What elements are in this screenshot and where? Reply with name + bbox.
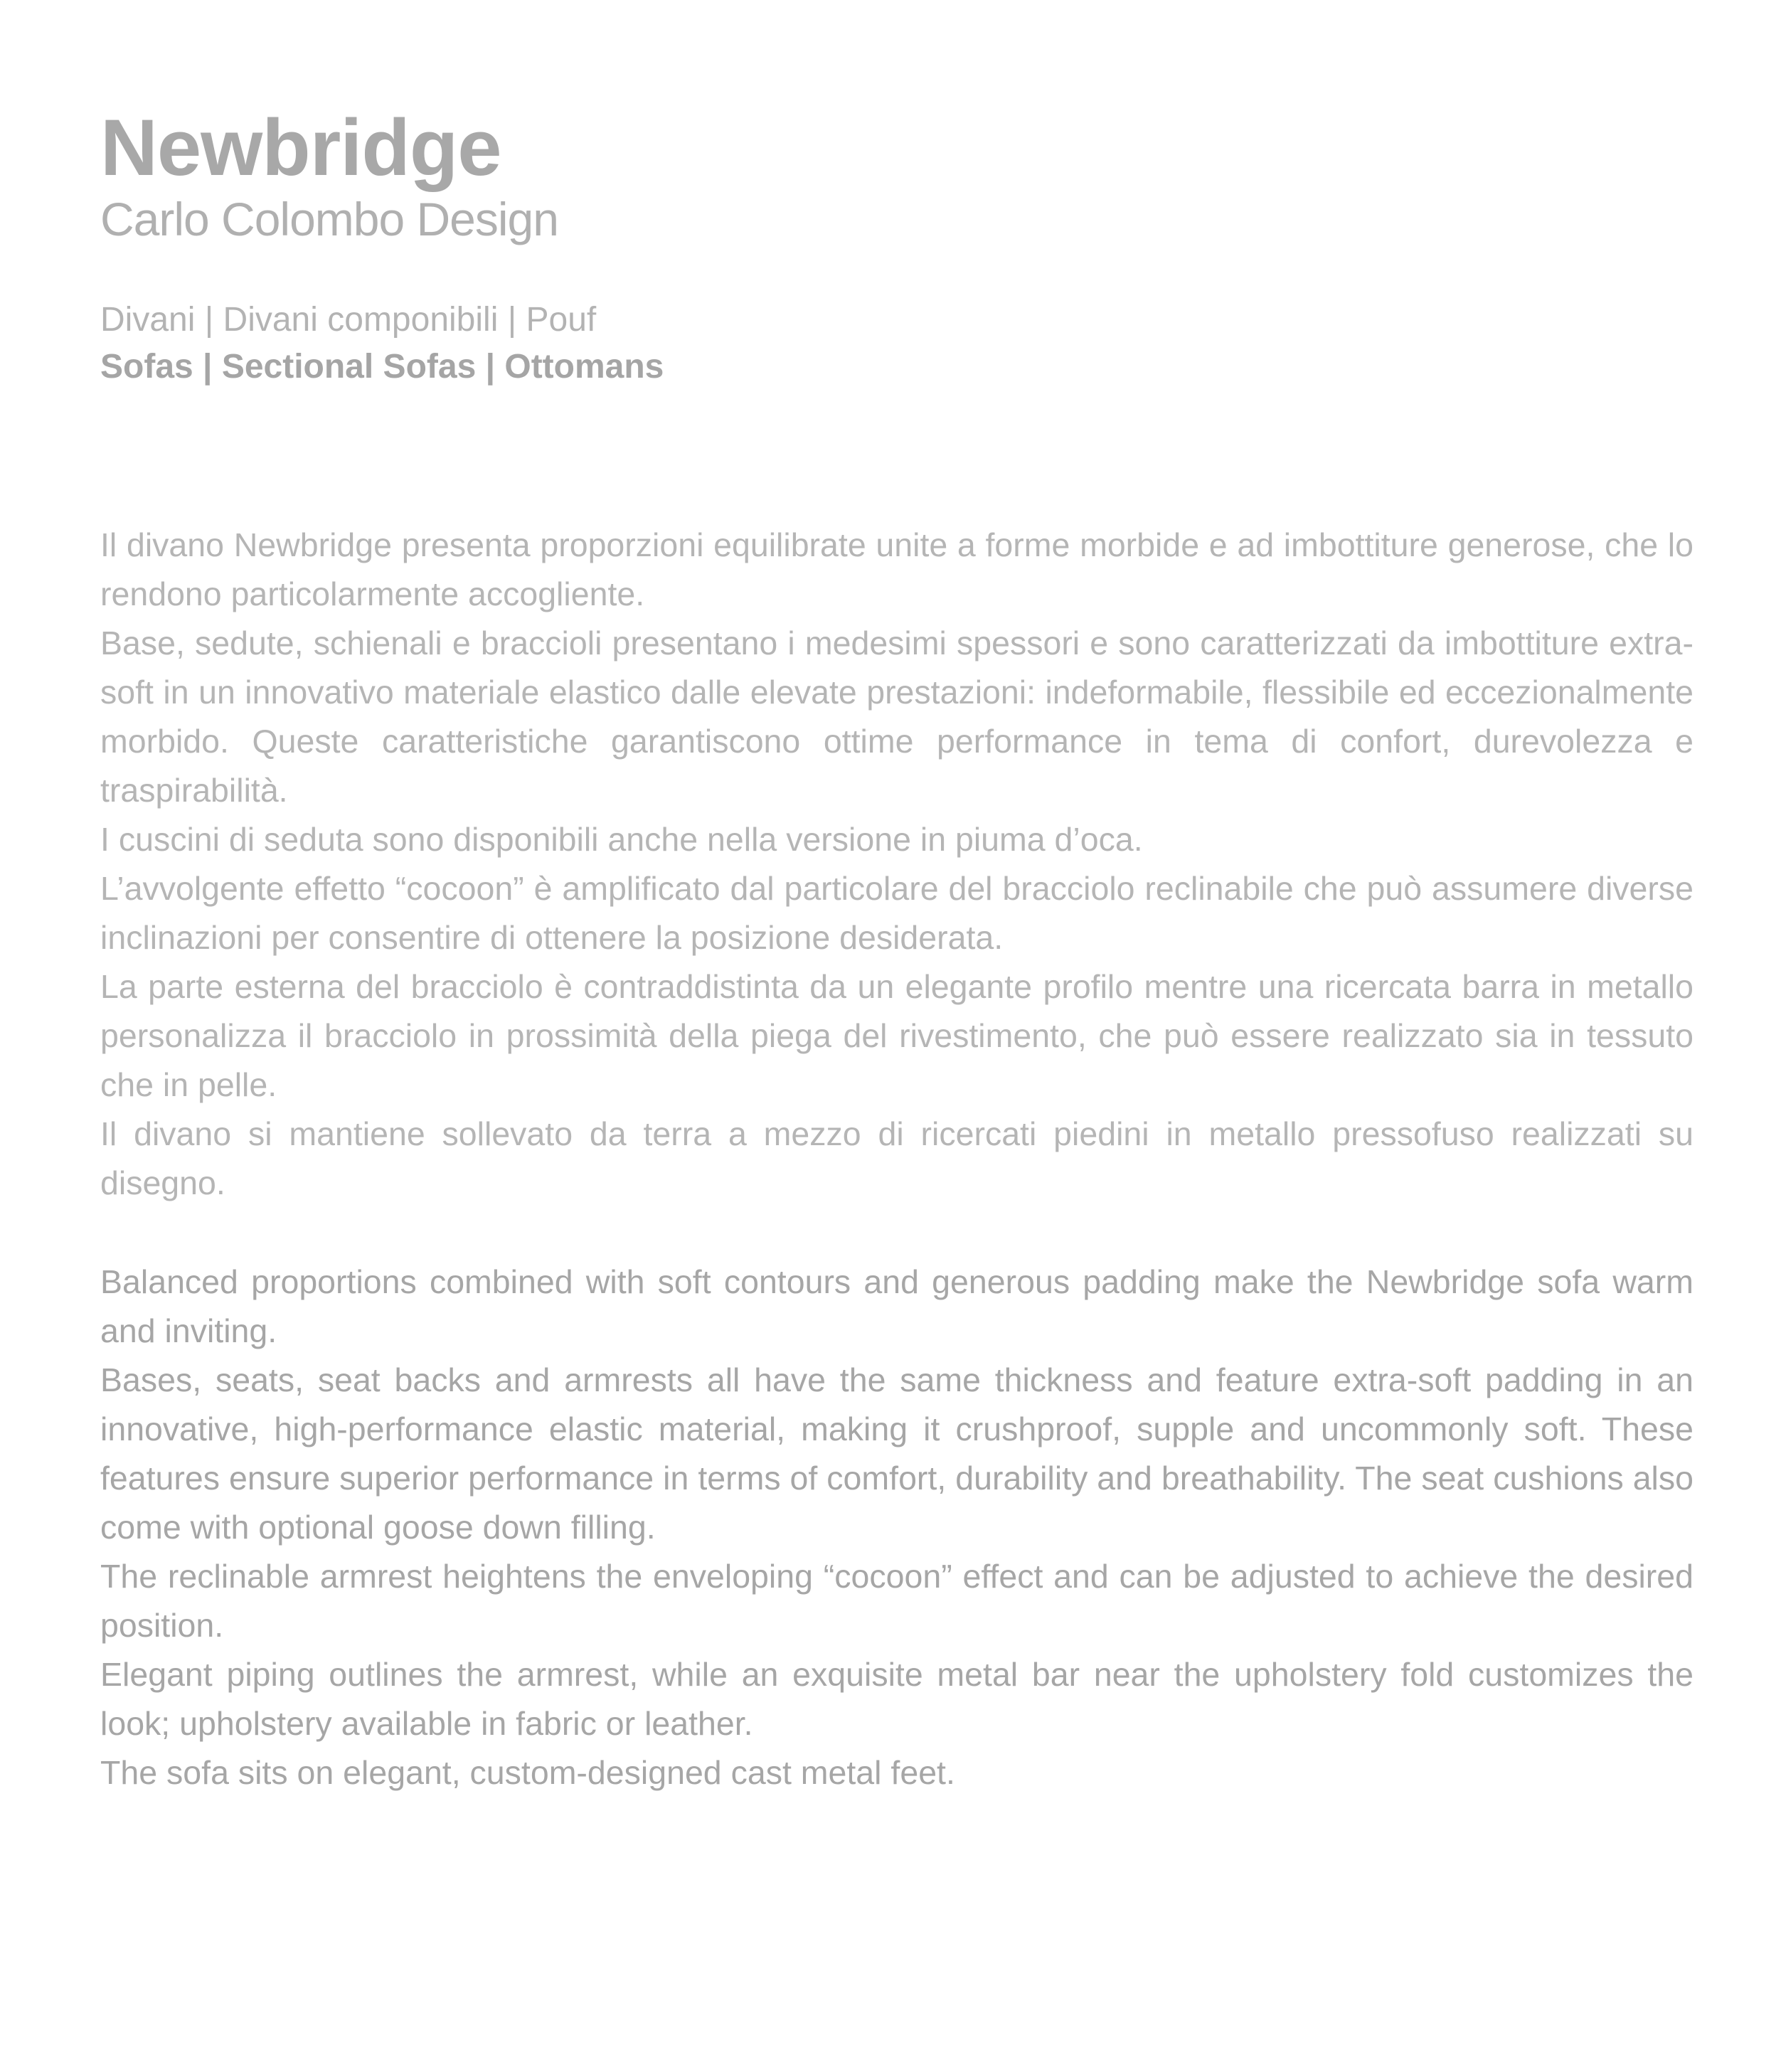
- paragraph: Il divano Newbridge presenta proporzioni equilibrate unite a forme morbide e ad imbottiture generose, che lo rendono particolarmente accogliente.: [100, 526, 1693, 612]
- paragraph: Il divano si mantiene sollevato da terra a mezzo di ricercati piedini in metallo pressofuso realizzati su disegno.: [100, 1115, 1693, 1201]
- product-title: Newbridge: [100, 103, 501, 192]
- paragraph: The sofa sits on elegant, custom-designed cast metal feet.: [100, 1754, 955, 1791]
- paragraph: L’avvolgente effetto “cocoon” è amplificato dal particolare del bracciolo reclinabile che può assumere diverse inclinazioni per consentire di ottenere la posizione desiderata.: [100, 870, 1693, 956]
- paragraph: Balanced proportions combined with soft contours and generous padding make the Newbridge sofa warm and inviting.: [100, 1263, 1693, 1349]
- paragraph: I cuscini di seduta sono disponibili anche nella versione in piuma d’oca.: [100, 821, 1143, 858]
- paragraph: La parte esterna del bracciolo è contraddistinta da un elegante profilo mentre una ricercata barra in metallo personalizza il bracciolo in prossimità della piega del rivestimento, che può essere realizzato sia in tessuto che in pelle.: [100, 968, 1693, 1103]
- paragraph: Base, sedute, schienali e braccioli presentano i medesimi spessori e sono caratterizzati da imbottiture extra-soft in un innovativo materiale elastico dalle elevate prestazioni: indeformabile, flessibile ed eccezionalmente morbido. Queste caratteristiche garantiscono ottime performance in tema di confort, durevolezza e traspirabilità.: [100, 625, 1693, 809]
- designer-credit: Carlo Colombo Design: [100, 193, 558, 245]
- categories-english: Sofas | Sectional Sofas | Ottomans: [100, 348, 664, 386]
- description-english: [100, 1258, 1693, 1797]
- paragraph: The reclinable armrest heightens the enveloping “cocoon” effect and can be adjusted to achieve the desired position.: [100, 1558, 1693, 1644]
- paragraph: Elegant piping outlines the armrest, while an exquisite metal bar near the upholstery fold customizes the look; upholstery available in fabric or leather.: [100, 1656, 1693, 1742]
- description-italian: [100, 521, 1693, 1208]
- categories-italian: Divani | Divani componibili | Pouf: [100, 301, 597, 339]
- paragraph: Bases, seats, seat backs and armrests all have the same thickness and feature extra-soft padding in an innovative, high-performance elastic material, making it crushproof, supple and uncommonly soft. These features ensure superior performance in terms of comfort, durability and breathability. The seat cushions also come with optional goose down filling.: [100, 1361, 1693, 1546]
